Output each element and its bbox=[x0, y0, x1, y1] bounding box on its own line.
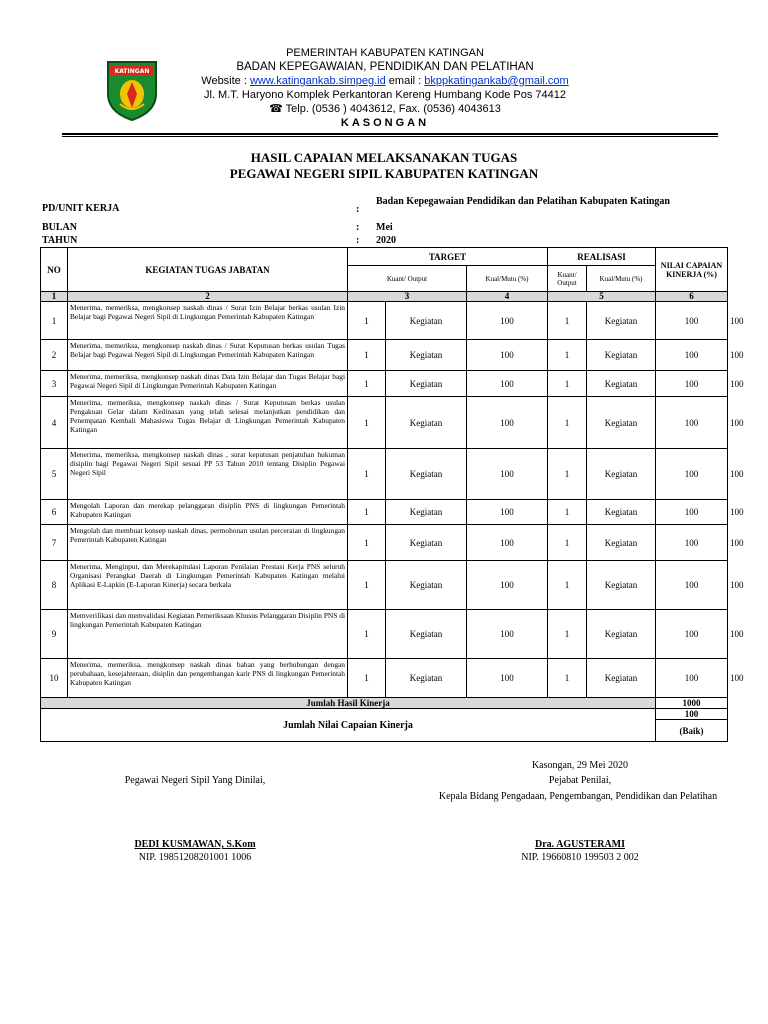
row-realisasi-qty: 1 bbox=[548, 449, 587, 500]
row-kegiatan: Menerima, memeriksa, mengkonsep naskah dinas / Surat Keputusan berkas usulan Tugas Belajar bagi Pegawai Negeri Sipil di Lingkungan Pemerintah Kabupaten Katingan bbox=[68, 340, 348, 371]
row-target-qty: 1 bbox=[348, 561, 386, 610]
email-link[interactable]: bkppkatingankab@gmail.com bbox=[424, 75, 569, 87]
row-realisasi-kual: 100 bbox=[656, 500, 728, 525]
table-row: 9 Memverifikasi dan memvalidasi Kegiatan Pemeriksaan Khusus Pelanggaran Disiplin PNS di lingkungan Pemerintah Kabupaten Katingan 1 Kegiatan 100 1 Kegiatan 100 100 bbox=[41, 610, 728, 659]
email-label: email : bbox=[385, 75, 425, 87]
row-realisasi-qty: 1 bbox=[548, 561, 587, 610]
row-realisasi-kual: 100 bbox=[656, 525, 728, 561]
row-target-unit: Kegiatan bbox=[386, 610, 467, 659]
row-realisasi-unit: Kegiatan bbox=[587, 500, 656, 525]
left-role: Pegawai Negeri Sipil Yang Dinilai, bbox=[124, 775, 266, 786]
row-target-kual: 100 bbox=[467, 525, 548, 561]
letterhead-government: PEMERINTAH KABUPATEN KATINGAN bbox=[286, 47, 484, 59]
row-realisasi-qty: 1 bbox=[548, 371, 587, 397]
row-target-qty: 1 bbox=[348, 525, 386, 561]
row-kegiatan: Menerima, memeriksa, mengkonsep naskah dinas , surat keputusan penjatuhan hukuman disiplin bagi Pegawai Negeri Sipil sesuai PP 53 Tahun 2010 tentang Disiplin Pegawai Negeri Sipil bbox=[68, 449, 348, 500]
col-number: 5 bbox=[548, 292, 656, 302]
jumlah-nilai-value: 100 bbox=[656, 709, 728, 720]
letterhead-phone bbox=[160, 102, 610, 116]
bulan-label: BULAN bbox=[42, 222, 78, 233]
header-realisasi-kual: Kual/Mutu (%) bbox=[587, 266, 656, 292]
col-number: 2 bbox=[68, 292, 348, 302]
jumlah-hasil-value: 1000 bbox=[656, 698, 728, 709]
row-target-qty: 1 bbox=[348, 659, 386, 698]
row-realisasi-kual: 100 bbox=[656, 659, 728, 698]
row-realisasi-kual: 100 bbox=[656, 397, 728, 449]
row-target-unit: Kegiatan bbox=[386, 659, 467, 698]
row-target-qty: 1 bbox=[348, 397, 386, 449]
row-realisasi-unit: Kegiatan bbox=[587, 525, 656, 561]
column-number-row bbox=[41, 292, 728, 302]
table-row: 4 Menerima, memeriksa, mengkonsep naskah dinas / Surat Keputusan berkas usulan Pengakuan Gelar dalam Kedinasan yang telah selesai melanjutkan pendidikan dan Penempatan Kembali Mahasiswa Tugas Belajar di Lingkungan Pemerintah Kabupaten Katingan 1 Kegiatan 100 1 Kegiatan 100 100 bbox=[41, 397, 728, 449]
row-realisasi-unit: Kegiatan bbox=[587, 449, 656, 500]
row-target-kual: 100 bbox=[467, 302, 548, 340]
row-kegiatan: Mengolah Laporan dan merekap pelanggaran disiplin PNS di lingkungan Pemerintah Kabupaten Katingan bbox=[68, 500, 348, 525]
performance-table bbox=[40, 247, 744, 742]
row-realisasi-unit: Kegiatan bbox=[587, 302, 656, 340]
row-kegiatan: Menerima, memeriksa, mengkonsep naskah dinas Data Izin Belajar dan Tugas Belajar bagi Pegawai Negeri Sipil di Lingkungan Pemerintah Kabupaten Katingan bbox=[68, 371, 348, 397]
row-target-kual: 100 bbox=[467, 449, 548, 500]
row-no: 5 bbox=[41, 449, 68, 500]
row-no: 4 bbox=[41, 397, 68, 449]
jumlah-nilai-label: Jumlah Nilai Capaian Kinerja bbox=[41, 709, 656, 742]
tahun-label: TAHUN bbox=[42, 235, 78, 246]
unit-value: Badan Kepegawaian Pendidikan dan Pelatihan Kabupaten Katingan bbox=[376, 196, 670, 207]
bulan-colon: : bbox=[356, 222, 360, 233]
website-link[interactable]: www.katingankab.simpeg.id bbox=[249, 75, 386, 87]
predikat-value: (Baik) bbox=[656, 720, 728, 742]
row-target-unit: Kegiatan bbox=[386, 449, 467, 500]
row-target-unit: Kegiatan bbox=[386, 525, 467, 561]
phone-text: Telp. (0536 ) 4043612, Fax. (0536) 4043613 bbox=[285, 103, 501, 115]
left-name: DEDI KUSMAWAN, S.Kom bbox=[134, 839, 256, 850]
row-target-qty: 1 bbox=[348, 340, 386, 371]
row-realisasi-unit: Kegiatan bbox=[587, 659, 656, 698]
letterhead-address: Jl. M.T. Haryono Komplek Perkantoran Kereng Humbang Kode Pos 74412 bbox=[204, 89, 566, 101]
row-realisasi-qty: 1 bbox=[548, 610, 587, 659]
row-no: 8 bbox=[41, 561, 68, 610]
letterhead-rule-thin bbox=[62, 136, 718, 137]
col-number: 6 bbox=[656, 292, 728, 302]
phone-icon: ☎ bbox=[269, 103, 283, 115]
row-target-qty: 1 bbox=[348, 449, 386, 500]
letterhead-agency: BADAN KEPEGAWAIAN, PENDIDIKAN DAN PELATIHAN bbox=[236, 61, 534, 73]
right-name: Dra. AGUSTERAMI bbox=[534, 839, 625, 850]
letterhead-contact bbox=[160, 74, 610, 88]
left-nip: NIP. 19851208201001 1006 bbox=[138, 852, 252, 863]
row-kegiatan: Menerima, memeriksa, mengkonsep naskah dinas / Surat Keputusan berkas usulan Pengakuan Gelar dalam Kedinasan yang telah selesai melanjutkan pendidikan dan Penempatan Kembali Mahasiswa Tugas Belajar di Lingkungan Pemerintah Kabupaten Katingan bbox=[68, 397, 348, 449]
row-realisasi-qty: 1 bbox=[548, 397, 587, 449]
row-target-unit: Kegiatan bbox=[386, 340, 467, 371]
header-target: TARGET bbox=[348, 248, 548, 266]
row-no: 10 bbox=[41, 659, 68, 698]
row-no: 2 bbox=[41, 340, 68, 371]
table-row: 8 Menerima, Menginput, dan Merekapitulasi Laporan Penilaian Prestasi Kerja PNS seluruh Organisasi Perangkat Daerah di Lingkungan Pemerintah Kabupaten Katingan melalui Aplikasi E-Lapkin (E-Laporan Kinerja) secara berkala 1 Kegiatan 100 1 Kegiatan 100 100 bbox=[41, 561, 728, 610]
row-no: 7 bbox=[41, 525, 68, 561]
header-realisasi-kuant-visible: Kuant/ Output bbox=[548, 266, 587, 292]
bulan-value: Mei bbox=[376, 222, 393, 233]
logo-text: KATINGAN bbox=[114, 68, 150, 75]
row-target-unit: Kegiatan bbox=[386, 561, 467, 610]
row-kegiatan: Mengolah dan membuat konsep naskah dinas, permohonan usulan perceraian di lingkungan Pemerintah Kabupaten Katingan bbox=[68, 525, 348, 561]
row-realisasi-kual: 100 bbox=[656, 610, 728, 659]
row-target-qty: 1 bbox=[348, 371, 386, 397]
row-target-qty: 1 bbox=[348, 302, 386, 340]
website-label: Website : bbox=[201, 75, 250, 87]
unit-label: PD/UNIT KERJA bbox=[42, 203, 120, 214]
row-realisasi-unit: Kegiatan bbox=[587, 397, 656, 449]
row-target-unit: Kegiatan bbox=[386, 371, 467, 397]
row-realisasi-kual: 100 bbox=[656, 340, 728, 371]
row-target-kual: 100 bbox=[467, 610, 548, 659]
tahun-colon: : bbox=[356, 235, 360, 246]
row-realisasi-unit: Kegiatan bbox=[587, 371, 656, 397]
letterhead-city: KASONGAN bbox=[340, 117, 430, 129]
row-no: 1 bbox=[41, 302, 68, 340]
table-row: 5 Menerima, memeriksa, mengkonsep naskah dinas , surat keputusan penjatuhan hukuman disiplin bagi Pegawai Negeri Sipil sesuai PP 53 Tahun 2010 tentang Disiplin Pegawai Negeri Sipil 1 Kegiatan 100 1 Kegiatan 100 100 bbox=[41, 449, 728, 500]
row-realisasi-unit: Kegiatan bbox=[587, 610, 656, 659]
row-target-qty: 1 bbox=[348, 610, 386, 659]
row-no: 6 bbox=[41, 500, 68, 525]
table-body bbox=[41, 302, 744, 698]
row-target-kual: 100 bbox=[467, 659, 548, 698]
row-no: 9 bbox=[41, 610, 68, 659]
row-realisasi-qty: 1 bbox=[548, 659, 587, 698]
row-target-kual: 100 bbox=[467, 340, 548, 371]
doc-title-line1: HASIL CAPAIAN MELAKSANAKAN TUGAS bbox=[250, 150, 518, 165]
row-target-qty: 1 bbox=[348, 500, 386, 525]
row-realisasi-qty: 1 bbox=[548, 340, 587, 371]
right-nip: NIP. 19660810 199503 2 002 bbox=[521, 852, 639, 863]
tahun-value: 2020 bbox=[376, 235, 396, 246]
row-target-kual: 100 bbox=[467, 397, 548, 449]
unit-colon: : bbox=[356, 204, 360, 215]
header-nilai: NILAI CAPAIAN KINERJA (%) bbox=[656, 248, 728, 292]
right-role: Pejabat Penilai, bbox=[548, 775, 612, 786]
row-kegiatan: Menerima, Menginput, dan Merekapitulasi Laporan Penilaian Prestasi Kerja PNS seluruh Organisasi Perangkat Daerah di Lingkungan Pemerintah Kabupaten Katingan melalui Aplikasi E-Lapkin (E-Laporan Kinerja) secara berkala bbox=[68, 561, 348, 610]
table-row: 3 Menerima, memeriksa, mengkonsep naskah dinas Data Izin Belajar dan Tugas Belajar bagi Pegawai Negeri Sipil di Lingkungan Pemerintah Kabupaten Katingan 1 Kegiatan 100 1 Kegiatan 100 100 bbox=[41, 371, 728, 397]
header-kegiatan: KEGIATAN TUGAS JABATAN bbox=[68, 248, 348, 292]
row-realisasi-unit: Kegiatan bbox=[587, 561, 656, 610]
row-target-kual: 100 bbox=[467, 371, 548, 397]
header-realisasi: REALISASI bbox=[548, 248, 656, 266]
letterhead-rule bbox=[62, 133, 718, 135]
letterhead bbox=[160, 46, 610, 130]
row-target-kual: 100 bbox=[467, 500, 548, 525]
row-target-unit: Kegiatan bbox=[386, 302, 467, 340]
col-number: 4 bbox=[467, 292, 548, 302]
row-realisasi-qty: 1 bbox=[548, 302, 587, 340]
table-row: 7 Mengolah dan membuat konsep naskah dinas, permohonan usulan perceraian di lingkungan Pemerintah Kabupaten Katingan 1 Kegiatan 100 1 Kegiatan 100 100 bbox=[41, 525, 728, 561]
row-realisasi-kual: 100 bbox=[656, 561, 728, 610]
table-row: 6 Mengolah Laporan dan merekap pelanggaran disiplin PNS di lingkungan Pemerintah Kabupaten Katingan 1 Kegiatan 100 1 Kegiatan 100 100 bbox=[41, 500, 728, 525]
row-kegiatan: Memverifikasi dan memvalidasi Kegiatan Pemeriksaan Khusus Pelanggaran Disiplin PNS di lingkungan Pemerintah Kabupaten Katingan bbox=[68, 610, 348, 659]
row-no: 3 bbox=[41, 371, 68, 397]
col-number: 3 bbox=[348, 292, 467, 302]
row-realisasi-kual: 100 bbox=[656, 449, 728, 500]
row-realisasi-qty: 1 bbox=[548, 500, 587, 525]
row-realisasi-kual: 100 bbox=[656, 371, 728, 397]
place-date: Kasongan, 29 Mei 2020 bbox=[531, 760, 629, 771]
table-row: 2 Menerima, memeriksa, mengkonsep naskah dinas / Surat Keputusan berkas usulan Tugas Belajar bagi Pegawai Negeri Sipil di Lingkungan Pemerintah Kabupaten Katingan 1 Kegiatan 100 1 Kegiatan 100 100 bbox=[41, 340, 728, 371]
row-realisasi-kual: 100 bbox=[656, 302, 728, 340]
doc-title-line2: PEGAWAI NEGERI SIPIL KABUPATEN KATINGAN bbox=[229, 166, 539, 181]
regency-logo bbox=[104, 58, 160, 122]
jumlah-hasil-label: Jumlah Hasil Kinerja bbox=[41, 698, 656, 709]
col-number: 1 bbox=[41, 292, 68, 302]
right-position: Kepala Bidang Pengadaan, Pengembangan, Pendidikan dan Pelatihan bbox=[438, 791, 718, 802]
header-target-kual: Kual/Mutu (%) bbox=[467, 266, 548, 292]
table-row: 1 Menerima, memeriksa, mengkonsep naskah dinas / Surat Izin Belajar berkas usulan Izin Belajar bagi Pegawai Negeri Sipil di Lingkungan Pemerintah Kabupaten Katingan 1 Kegiatan 100 1 Kegiatan 100 100 bbox=[41, 302, 728, 340]
row-realisasi-unit: Kegiatan bbox=[587, 340, 656, 371]
table-row: 10 Menerima, memeriksa, mengkonsep naskah dinas bahan yang berhubungan dengan perubahaan, kesejahteraan, disiplin dan pengembangan karir PNS di lingkungan Pemerintah Kabupaten Katingan 1 Kegiatan 100 1 Kegiatan 100 100 bbox=[41, 659, 728, 698]
row-target-unit: Kegiatan bbox=[386, 500, 467, 525]
row-target-kual: 100 bbox=[467, 561, 548, 610]
row-realisasi-qty: 1 bbox=[548, 525, 587, 561]
header-target-kuant: Kuant/ Output bbox=[348, 266, 467, 292]
row-kegiatan: Menerima, memeriksa, mengkonsep naskah dinas bahan yang berhubungan dengan perubahaan, kesejahteraan, disiplin dan pengembangan karir PNS di lingkungan Pemerintah Kabupaten Katingan bbox=[68, 659, 348, 698]
header-no: NO bbox=[41, 248, 68, 292]
row-target-unit: Kegiatan bbox=[386, 397, 467, 449]
row-kegiatan: Menerima, memeriksa, mengkonsep naskah dinas / Surat Izin Belajar berkas usulan Izin Belajar bagi Pegawai Negeri Sipil di Lingkungan Pemerintah Kabupaten Katingan bbox=[68, 302, 348, 340]
